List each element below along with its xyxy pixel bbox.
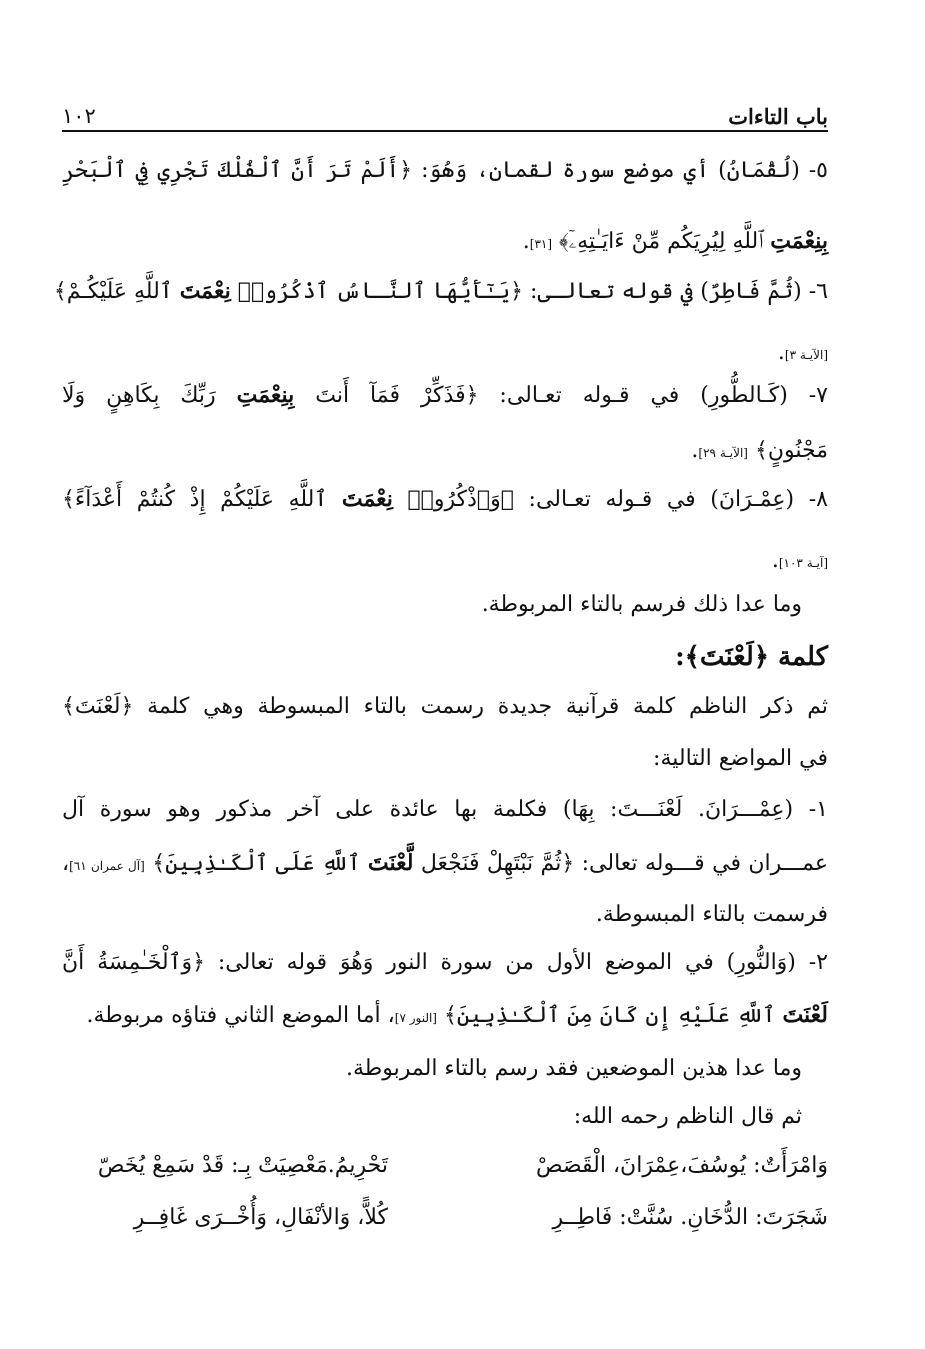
text-line: [62, 850, 828, 876]
poem-hemistich-left: كُلاًّ، وَالأنْفَالِ، وَأُخْــرَى غَافِــرِ: [133, 1205, 388, 1230]
text-run: ،: [62, 851, 70, 876]
text-line: [62, 950, 828, 975]
text-line: [62, 902, 828, 927]
poem-hemistich-right: وَامْرَأَتٌ: يُوسُفَ،عِمْرَانَ، الْقَصَصْ: [535, 1153, 828, 1178]
verse-reference: [النور ٧]: [394, 1011, 437, 1025]
highlighted-word: لَّعْنَتَ: [367, 850, 414, 876]
text-line: [62, 382, 828, 408]
highlighted-word: بِنِعْمَتِ: [770, 228, 828, 254]
text-run: ٱللَّهِ عَلَيْكُمْ إِذْ كُنتُمْ أَعْدَآءً﴾: [62, 487, 342, 512]
poem-hemistich-right: شَجَرَتَ: الدُّخَانِ. سُنَّتْ: فَاطِــرِ: [552, 1205, 828, 1230]
text-run: ، أما الموضع الثاني فتاؤه مربوطة.: [86, 1003, 395, 1028]
text-run: .: [777, 340, 785, 365]
text-line: [62, 340, 828, 365]
text-run: ثم ذكر الناظم كلمة قرآنية جديدة رسمت بالتاء المبسوطة وهي كلمة ﴿لَعْنَتَ﴾: [62, 694, 828, 719]
section-heading: [62, 642, 828, 672]
text-run: كلمة ﴿لَعْنَتَ﴾:: [675, 642, 828, 672]
text-line: [62, 746, 828, 771]
highlighted-word: بِنِعْمَتِ: [236, 382, 295, 408]
text-line: [62, 1002, 828, 1028]
page-header: [62, 104, 828, 132]
text-run: ٱللَّهِ عَلَيْهِ إِن كَانَ مِنَ ٱلْكَـٰذِبِينَ﴾: [437, 1003, 783, 1028]
text-run: فرسمت بالتاء المبسوطة.: [595, 902, 828, 927]
text-run: ٢- (وَالنُّورِ) في الموضع الأول من سورة النور وَهُوَ قوله تعالى: ﴿وَٱلْخَـٰمِسَةُ أَنَّ: [62, 950, 828, 975]
text-line: [53, 278, 828, 304]
text-run: ٱللَّهِ لِيُرِيَكُم مِّنْ ءَايَـٰتِهِۦٓ﴾: [552, 229, 771, 254]
text-run: ثم قال الناظم رحمه الله:: [573, 1104, 802, 1129]
text-line: [62, 548, 828, 573]
verse-reference: [الآيـة ٢٩]: [698, 446, 748, 460]
text-line: [62, 694, 828, 719]
text-run: .: [771, 548, 779, 573]
verse-reference: [آل عمران ٦١]: [69, 859, 145, 873]
text-line: [62, 797, 828, 822]
highlighted-word: نِعْمَتَ: [179, 278, 231, 304]
text-line: [62, 486, 828, 512]
text-run: .: [522, 229, 530, 254]
text-line: [62, 592, 802, 617]
text-run: وما عدا هذين الموضعين فقد رسم بالتاء المربوطة.: [345, 1056, 802, 1081]
text-line: [62, 1056, 802, 1081]
poem-hemistich-left: تَحْرِيمُ.مَعْصِيَتْ بِـ: قَدْ سَمِعْ يُخَصّ: [97, 1153, 388, 1178]
verse-reference: [الآيـة ٣]: [784, 348, 828, 362]
text-line: [62, 158, 828, 183]
text-run: ٥- (لُقْمَانُ) أي موضع سورة لقمان، وَهُوَ: ﴿أَلَمْ تَرَ أَنَّ ٱلْفُلْكَ تَجْرِي فِي ٱلْبَحْرِ: [62, 158, 828, 183]
text-run: في المواضع التالية:: [653, 746, 828, 771]
chapter-title: باب التاءات: [728, 104, 828, 129]
text-run: رَبِّكَ بِكَاهِنٍ وَلَا: [62, 383, 237, 408]
text-run: .: [691, 438, 699, 463]
text-run: ٧- (كَـالطُّورِ) في قـوله تعـالى: ﴿فَذَكِّرْ فَمَآ أَنتَ: [294, 383, 828, 408]
text-line: [62, 1104, 802, 1129]
text-run: عمـــران في قـــوله تعالى: ﴿ثُمَّ نَبْتَهِلْ فَنَجْعَل: [413, 851, 828, 876]
text-run: ٱللَّهِ عَلَى ٱلْكَـٰذِبِينَ﴾: [144, 851, 368, 876]
verse-reference: [٣١]: [529, 237, 553, 251]
highlighted-word: لَعْنَتَ: [782, 1002, 828, 1028]
highlighted-word: نِعْمَتَ: [341, 486, 393, 512]
text-run: وما عدا ذلك فرسم بالتاء المربوطة.: [481, 592, 802, 617]
text-line: [62, 228, 828, 254]
page-number: ١٠٢: [62, 104, 96, 128]
text-run: ٱللَّهِ عَلَيْكُـمْ﴾: [53, 279, 180, 304]
text-run: ١- (عِمْـــرَانَ. لَعْنَـــتَ: بِهَا) فكلمة بها عائدة على آخر مذكور وهو سورة آل: [62, 797, 828, 822]
verse-reference: [آيـة ١٠٣]: [778, 556, 828, 570]
text-line: [62, 438, 828, 463]
text-run: ٦- (ثُمَّ فَاطِرٌ) في قوله تعالـى: ﴿يَـٰٓأَيُّهَا ٱلنَّـاسُ ٱذْكُرُوا۟: [230, 279, 828, 304]
text-run: مَجْنُونٍ﴾: [747, 438, 828, 463]
text-run: ٨- (عِمْـرَانَ) في قـوله تعـالى: ﴿وَٱذْكُرُوا۟: [392, 487, 828, 512]
